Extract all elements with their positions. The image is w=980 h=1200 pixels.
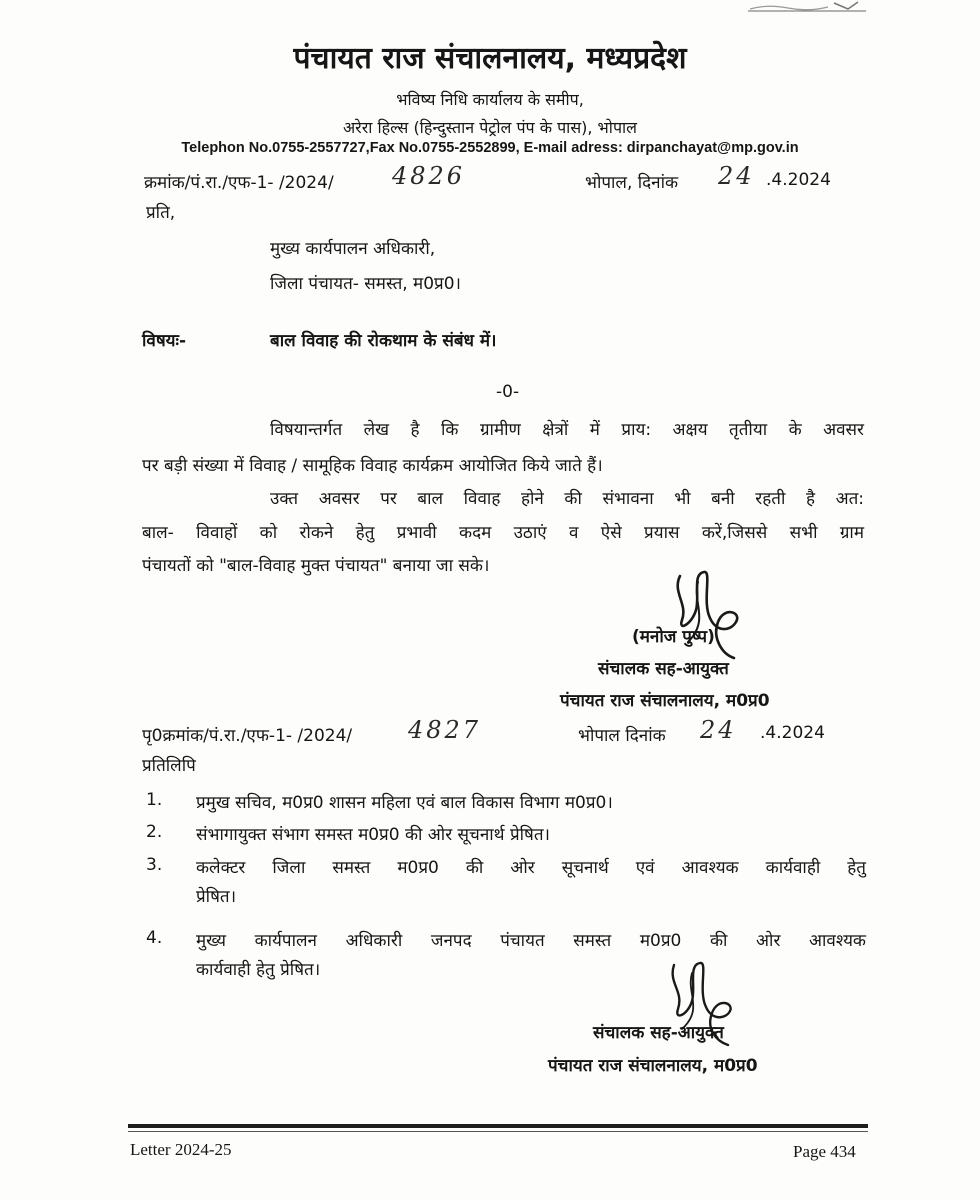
addressee-line-1: मुख्य कार्यपालन अधिकारी, xyxy=(270,239,436,259)
signatory2-office: पंचायत राज संचालनालय, म0प्र0 xyxy=(548,1056,758,1076)
para2-line2: बाल- विवाहों को रोकने हेतु प्रभावी कदम उठाएं व ऐसे प्रयास करें,जिससे सभी ग्राम xyxy=(142,523,864,543)
prati-label: प्रति, xyxy=(146,203,176,223)
endorsement-date-label: भोपाल दिनांक xyxy=(578,726,666,746)
copy-item-number: 3. xyxy=(146,855,163,875)
endorsement-label: पृ0क्रमांक/पं.रा./एफ-1- /2024/ xyxy=(142,726,353,746)
para1-line1: विषयान्तर्गत लेख है कि ग्रामीण क्षेत्रों में प्राय: अक्षय तृतीया के अवसर xyxy=(270,420,864,440)
endorsement-handwritten-day: 24 xyxy=(700,716,737,744)
subject-text: बाल विवाह की रोकथाम के संबंध में। xyxy=(270,331,497,351)
signatory2-designation: संचालक सह-आयुक्त xyxy=(593,1023,724,1043)
signatory-office: पंचायत राज संचालनालय, म0प्र0 xyxy=(560,691,770,711)
office-title: पंचायत राज संचालनालय, मध्यप्रदेश xyxy=(293,41,687,76)
para2-line3: पंचायतों को "बाल-विवाह मुक्त पंचायत" बनाया जा सके। xyxy=(142,556,490,576)
copy-item-text: संभागायुक्त संभाग समस्त म0प्र0 की ओर सूचनार्थ प्रेषित। xyxy=(196,825,550,845)
ref-date-label: भोपाल, दिनांक xyxy=(585,173,679,193)
copy-item-text: प्रमुख सचिव, म0प्र0 शासन महिला एवं बाल विकास विभाग म0प्र0। xyxy=(196,793,613,813)
footer-rule xyxy=(128,1124,868,1128)
footer-rule-thin xyxy=(128,1131,868,1132)
copy-item-number: 2. xyxy=(146,822,163,842)
ref-number-label: क्रमांक/पं.रा./एफ-1- /2024/ xyxy=(144,173,334,193)
footer-page-number: Page 434 xyxy=(793,1142,856,1161)
signatory-name: (मनोज पुष्प) xyxy=(632,627,715,647)
para2-line1: उक्त अवसर पर बाल विवाह होने की संभावना भी बनी रहती है अत: xyxy=(270,489,864,509)
addressee-line-2: जिला पंचायत- समस्त, म0प्र0। xyxy=(270,274,461,294)
ref-date-suffix: .4.2024 xyxy=(766,170,831,190)
ref-handwritten-day: 24 xyxy=(718,162,755,190)
endorsement-handwritten-number: 4827 xyxy=(408,716,482,744)
copy-item-number: 4. xyxy=(146,928,163,948)
copy-item-text-cont: प्रेषित। xyxy=(196,887,237,907)
copy-label: प्रतिलिपि xyxy=(142,756,196,776)
copy-item-text: मुख्य कार्यपालन अधिकारी जनपद पंचायत समस्त म0प्र0 की ओर आवश्यक xyxy=(196,931,866,951)
contact-line: Telephon No.0755-2557727,Fax No.0755-2552899, E-mail adress: dirpanchayat@mp.gov.in xyxy=(181,140,799,156)
footer-letter-ref: Letter 2024-25 xyxy=(130,1140,232,1159)
copy-item-text-cont: कार्यवाही हेतु प्रेषित। xyxy=(196,960,321,980)
ref-handwritten-number: 4826 xyxy=(392,162,466,190)
signatory-designation: संचालक सह-आयुक्त xyxy=(598,659,729,679)
para1-line2: पर बड़ी संख्या में विवाह / सामूहिक विवाह कार्यक्रम आयोजित किये जाते हैं। xyxy=(142,456,603,476)
stamp-fragment xyxy=(748,0,866,12)
separator: -0- xyxy=(496,382,520,402)
copy-item-text: कलेक्टर जिला समस्त म0प्र0 की ओर सूचनार्थ एवं आवश्यक कार्यवाही हेतु xyxy=(196,858,866,878)
address-line-2: अरेरा हिल्स (हिन्दुस्तान पेट्रोल पंप के पास), भोपाल xyxy=(342,118,638,137)
address-line-1: भविष्य निधि कार्यालय के समीप, xyxy=(396,90,584,109)
endorsement-date-suffix: .4.2024 xyxy=(760,723,825,743)
copy-item-number: 1. xyxy=(146,790,163,810)
subject-label: विषयः- xyxy=(142,331,187,351)
